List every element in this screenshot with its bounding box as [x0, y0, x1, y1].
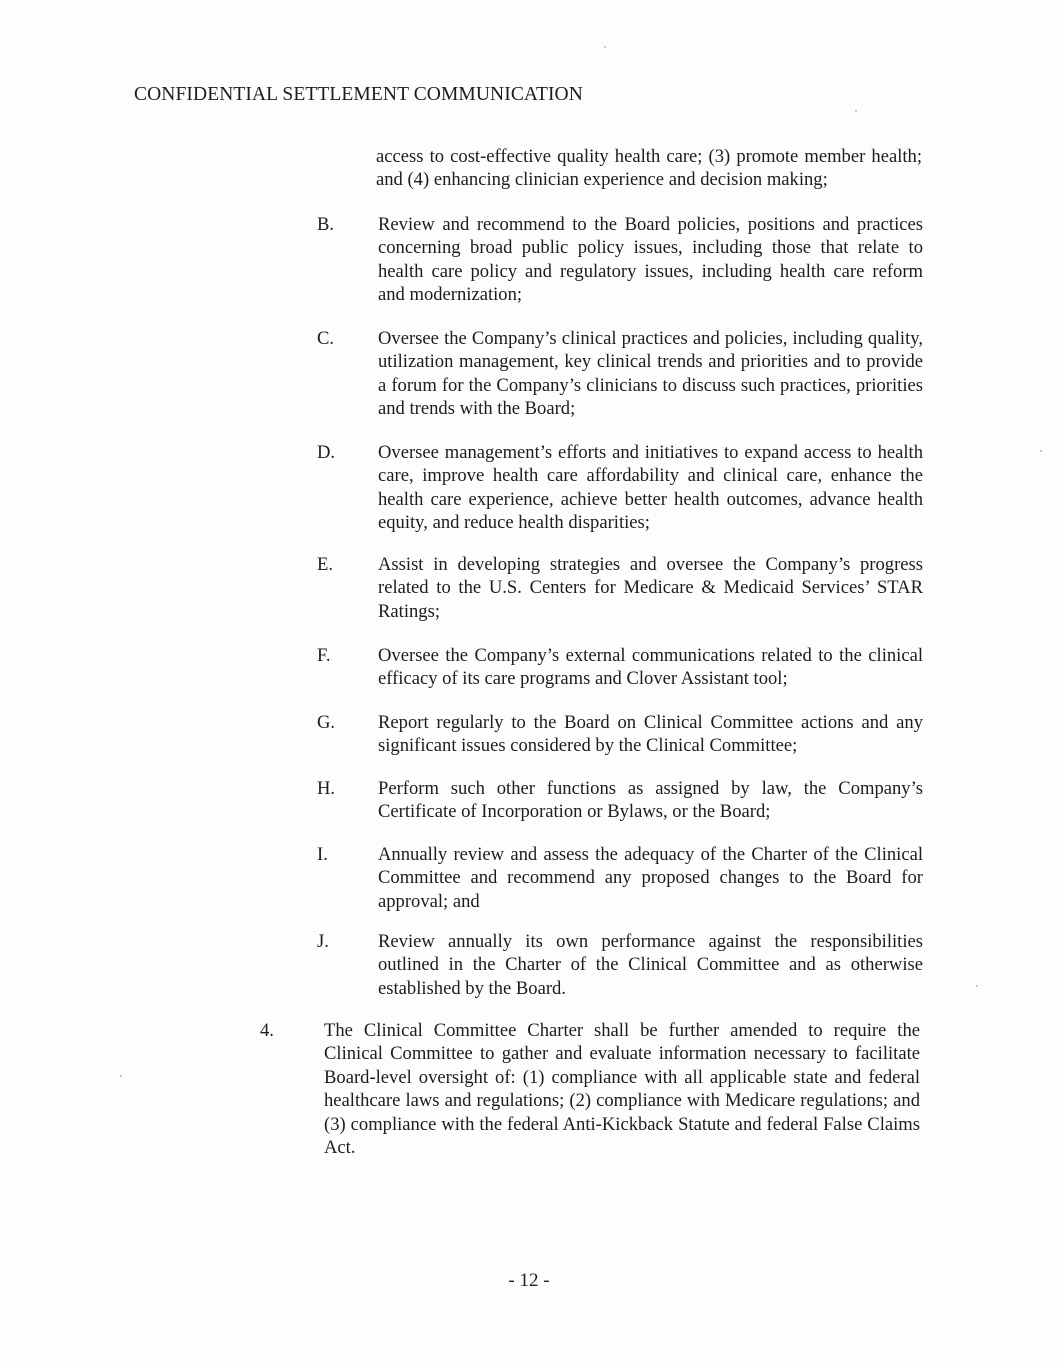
- list-marker: F.: [317, 645, 331, 666]
- list-item-g: [317, 711, 923, 758]
- list-item-i: [317, 843, 923, 913]
- list-item-h: [317, 777, 923, 824]
- list-marker: J.: [317, 931, 329, 952]
- list-item-b: [317, 213, 923, 307]
- list-item-e: [317, 553, 923, 623]
- list-marker: C.: [317, 328, 335, 349]
- list-item-text: Assist in developing strategies and oversee the Company’s progress related to the U.S. Centers for Medicare & Medicaid Services’ STAR Ratings;: [378, 554, 923, 622]
- list-marker: E.: [317, 554, 334, 575]
- paragraph-text: The Clinical Committee Charter shall be further amended to require the Clinical Committee to gather and evaluate information necessary to facilitate Board-level oversight of: (1) compliance with all applicable state and federal healthcare laws and regulations; (2) compliance with Medicare regulations; and (3) compliance with the federal Anti-Kickback Statute and federal False Claims Act.: [324, 1020, 920, 1159]
- list-marker: G.: [317, 712, 336, 733]
- scan-speck: [976, 985, 978, 987]
- page-number: - 12 -: [508, 1270, 550, 1291]
- list-item-text: Oversee the Company’s clinical practices and policies, including quality, utilization management, key clinical trends and priorities and to provide a forum for the Company’s clinicians to discuss such practices, priorities and trends with the Board;: [378, 328, 923, 420]
- list-item-j: [317, 930, 923, 1000]
- list-item-text: Report regularly to the Board on Clinical Committee actions and any significant issues considered by the Clinical Committee;: [378, 712, 923, 757]
- list-marker: I.: [317, 844, 328, 865]
- intro-continuation-paragraph: access to cost-effective quality health care; (3) promote member health; and (4) enhancing clinician experience and decision making;: [376, 146, 922, 191]
- confidentiality-header: CONFIDENTIAL SETTLEMENT COMMUNICATION: [134, 84, 583, 105]
- list-marker: H.: [317, 778, 336, 799]
- list-item-c: [317, 327, 923, 421]
- list-item-text: Annually review and assess the adequacy of the Charter of the Clinical Committee and recommend any proposed changes to the Board for approval; and: [378, 844, 923, 912]
- list-marker: D.: [317, 442, 336, 463]
- scan-speck: [120, 1075, 122, 1077]
- list-item-text: Oversee management’s efforts and initiatives to expand access to health care, improve health care affordability and clinical care, enhance the health care experience, achieve better health outcomes, advance health equity, and reduce health disparities;: [378, 442, 923, 534]
- list-item-text: Review and recommend to the Board policies, positions and practices concerning broad public policy issues, including those that relate to health care policy and regulatory issues, including health care reform and modernization;: [378, 214, 923, 306]
- list-item-f: [317, 644, 923, 691]
- scan-speck: [855, 110, 857, 112]
- paragraph-number: 4.: [260, 1020, 274, 1041]
- list-marker: B.: [317, 214, 335, 235]
- list-item-text: Perform such other functions as assigned by law, the Company’s Certificate of Incorporation or Bylaws, or the Board;: [378, 778, 923, 823]
- numbered-paragraph-4: [260, 1019, 922, 1159]
- list-item-text: Oversee the Company’s external communications related to the clinical efficacy of its care programs and Clover Assistant tool;: [378, 645, 923, 690]
- scan-speck: [604, 46, 606, 48]
- list-item-text: Review annually its own performance against the responsibilities outlined in the Charter of the Clinical Committee and as otherwise established by the Board.: [378, 931, 923, 999]
- scan-speck: [1040, 450, 1042, 452]
- list-item-d: [317, 441, 923, 535]
